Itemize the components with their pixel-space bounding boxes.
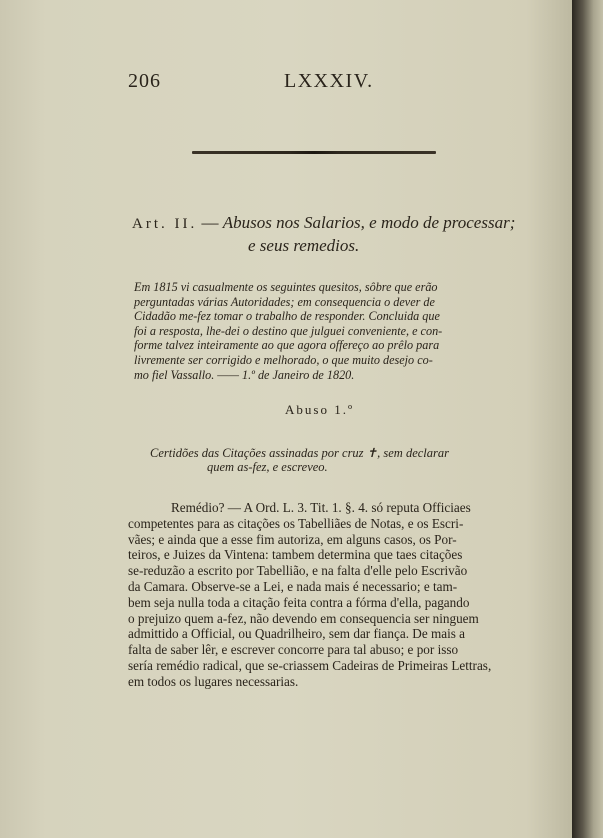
article-label: Art. II. <box>132 216 198 232</box>
body-line: competentes para as citações os Tabelliães de Notas, e os Escri- <box>128 515 464 531</box>
body-line: Remédio? — A Ord. L. 3. Tit. 1. §. 4. só reputa Officiaes <box>171 500 471 515</box>
article-title-line2: e seus remedios. <box>248 236 360 255</box>
body-line: teiros, e Juizes da Vintena: tambem determina que taes citações <box>128 547 463 563</box>
body-line: falta de saber lêr, e escrever concorre para tal abuso; e por isso <box>128 642 459 658</box>
intro-line: foi a resposta, lhe-dei o destino que julguei conveniente, e con- <box>134 323 443 338</box>
article-heading <box>132 213 515 233</box>
body-line: o prejuizo quem a-fez, não devendo em consequencia ser ninguem <box>128 610 479 626</box>
body-line: bem seja nulla toda a citação feita contra a fórma d'ella, pagando <box>128 594 470 610</box>
body-line: sería remédio radical, que se-criassem Cadeiras de Primeiras Lettras, <box>128 657 492 673</box>
article-dash: — <box>201 213 219 232</box>
section-subtitle-line2: quem as-fez, e escreveo. <box>207 460 328 474</box>
intro-paragraph <box>134 280 490 382</box>
intro-line: Cidadão me-fez tomar o trabalho de responder. Concluida que <box>134 309 440 324</box>
page-number: 206 <box>128 70 161 92</box>
article-title-line1: Abusos nos Salarios, e modo de processar; <box>222 213 516 232</box>
body-line: admittido a Official, ou Quadrilheiro, sem dar fiança. De mais a <box>128 626 466 642</box>
section-subtitle-line1: Certidões das Citações assinadas por cruz ✝, sem declarar <box>150 446 450 460</box>
intro-line: perguntadas várias Autoridades; em consequencia o dever de <box>134 294 435 309</box>
body-line: vães; e ainda que a esse fim autoriza, em alguns casos, os Por- <box>128 531 457 547</box>
intro-line: Em 1815 vi casualmente os seguintes quesitos, sôbre que erão <box>134 280 438 294</box>
chapter-heading: LXXXIV. <box>284 70 374 92</box>
body-line: se-reduzão a escrito por Tabellião, e na falta d'elle pelo Escrivão <box>128 563 468 579</box>
intro-line: mo fiel Vassallo. —— 1.º de Janeiro de 1820. <box>134 367 355 382</box>
section-heading: Abuso 1.º <box>285 402 354 417</box>
intro-line: livremente ser corrigido e melhorado, o que muito desejo co- <box>134 352 433 367</box>
body-line: em todos os lugares necessarias. <box>128 673 299 689</box>
intro-line: forme talvez inteiramente ao que agora offereço ao prêlo para <box>134 338 440 353</box>
ornamental-rule <box>192 151 436 154</box>
body-line: da Camara. Observe-se a Lei, e nada mais é necessario; e tam- <box>128 578 458 594</box>
facing-page-edge <box>572 0 603 838</box>
body-paragraph <box>128 500 491 690</box>
